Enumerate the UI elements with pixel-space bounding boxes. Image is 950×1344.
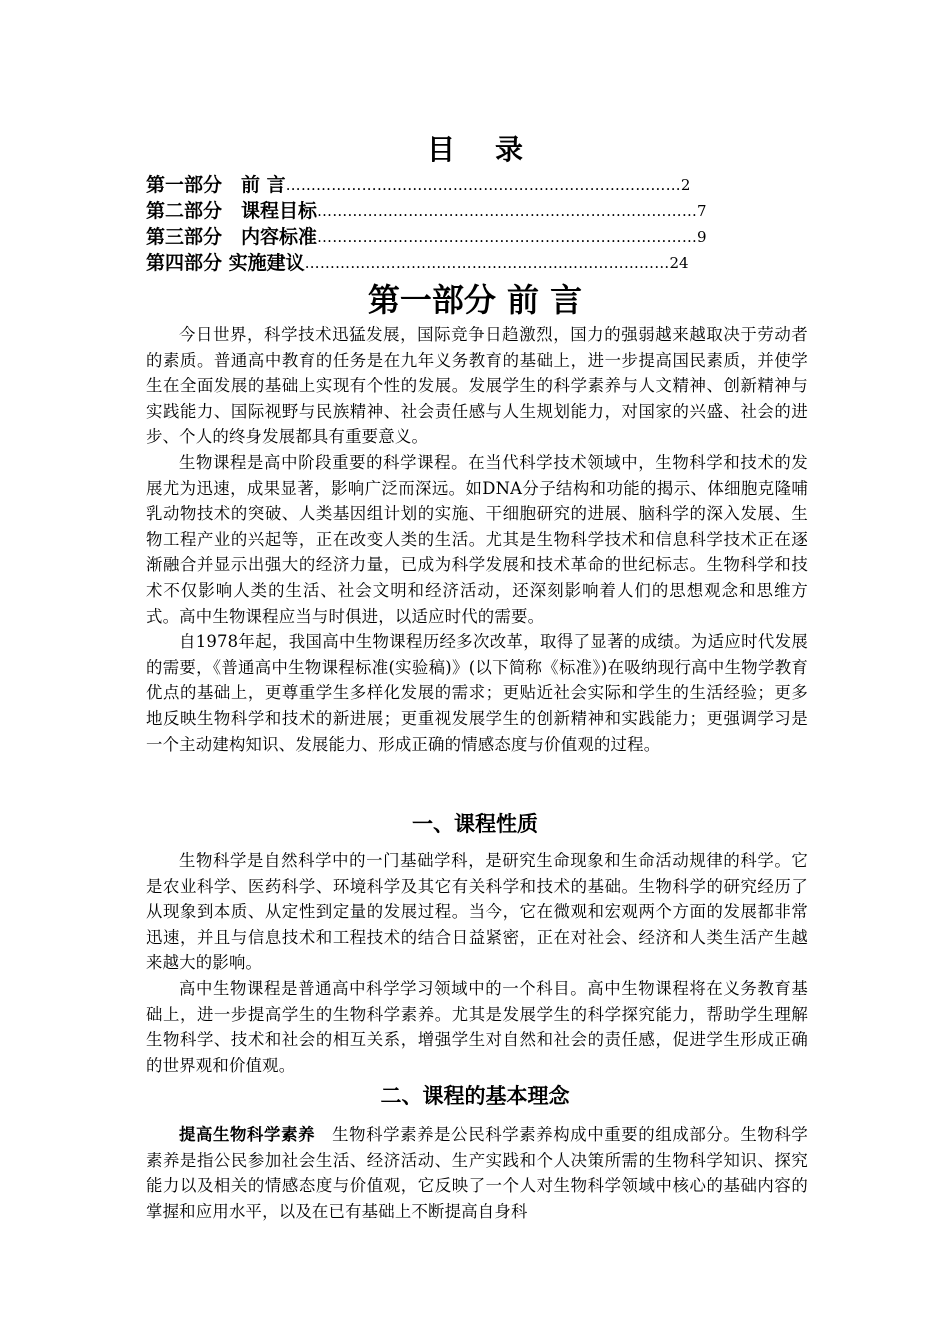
toc-entry[interactable] [146, 250, 806, 276]
toc-entry-page: 24 [669, 254, 689, 272]
toc-entry-label: 第三部分 内容标准 [146, 226, 318, 248]
toc-entry[interactable] [146, 224, 806, 250]
toc-entry-label: 第二部分 课程目标 [146, 200, 318, 222]
toc-entry-label: 第一部分 前 言 [146, 174, 286, 196]
toc-leader-dots: ………………………………………………………………… [317, 228, 698, 246]
toc-title-char-2: 录 [495, 133, 524, 166]
toc-leader-dots: ……………………………………………………………… [304, 254, 670, 272]
table-of-contents [146, 172, 806, 276]
paragraph-text: 生物科学素养是公民科学素养构成中重要的组成部分。生物科学素养是指公民参加社会生活、经济活动、生产实践和个人决策所需的生物科学知识、探究能力以及相关的情感态度与价值观，它反映了一个人对生物科学领域中核心的基础内容的掌握和应用水平，以及在已有基础上不断提高自身科 [146, 1125, 808, 1221]
paragraph: 今日世界，科学技术迅猛发展，国际竞争日趋激烈，国力的强弱越来越取决于劳动者的素质。普通高中教育的任务是在九年义务教育的基础上，进一步提高国民素质，并使学生在全面发展的基础上实现有个性的发展。发展学生的科学素养与人文精神、创新精神与实践能力、国际视野与民族精神、社会责任感与人生规划能力，对国家的兴盛、社会的进步、个人的终身发展都具有重要意义。 [146, 325, 808, 447]
paragraph: 高中生物课程是普通高中科学学习领域中的一个科目。高中生物课程将在义务教育基础上，进一步提高学生的生物科学素养。尤其是发展学生的科学探究能力，帮助学生理解生物科学、技术和社会的相互关系，增强学生对自然和社会的责任感，促进学生形成正确的世界观和价值观。 [146, 978, 808, 1075]
section-heading: 一、课程性质 [412, 812, 538, 836]
intro-section [146, 322, 808, 757]
toc-entry-label: 第四部分 实施建议 [146, 252, 305, 274]
paragraph [146, 1122, 808, 1224]
paragraph: 自1978年起，我国高中生物课程历经多次改革，取得了显著的成绩。为适应时代发展的需要，《普通高中生物课程标准(实验稿)》(以下简称《标准》)在吸纳现行高中生物学教育优点的基础上，更尊重学生多样化发展的需求；更贴近社会实际和学生的生活经验；更多地反映生物科学和技术的新进展；更重视发展学生的创新精神和实践能力；更强调学习是一个主动建构知识、发展能力、形成正确的情感态度与价值观的过程。 [146, 632, 808, 754]
toc-entry[interactable] [146, 198, 806, 224]
paragraph: 生物科学是自然科学中的一门基础学科，是研究生命现象和生命活动规律的科学。它是农业科学、医药科学、环境科学及其它有关科学和技术的基础。生物科学的研究经历了从现象到本质、从定性到定量的发展过程。当今，它在微观和宏观两个方面的发展都非常迅速，并且与信息技术和工程技术的结合日益紧密，正在对社会、经济和人类生活产生越来越大的影响。 [146, 851, 808, 973]
part-title: 第一部分 前 言 [367, 281, 583, 319]
toc-title-char-1: 目 [426, 133, 455, 166]
toc-leader-dots: ………………………………………………………………… [317, 202, 698, 220]
toc-title [0, 130, 950, 170]
basic-concepts-section [146, 1122, 808, 1224]
course-nature-section [146, 848, 808, 1078]
toc-entry[interactable] [146, 172, 806, 198]
toc-entry-page: 9 [697, 228, 707, 246]
toc-leader-dots: …………………………………………………………………… [285, 176, 681, 194]
toc-entry-page: 2 [680, 176, 691, 194]
paragraph-lead: 提高生物科学素养 [179, 1125, 316, 1144]
toc-entry-page: 7 [697, 202, 707, 220]
section-heading: 二、课程的基本理念 [380, 1084, 570, 1108]
paragraph: 生物课程是高中阶段重要的科学课程。在当代科学技术领域中，生物科学和技术的发展尤为迅速，成果显著，影响广泛而深远。如DNA分子结构和功能的揭示、体细胞克隆哺乳动物技术的突破、人类基因组计划的实施、干细胞研究的进展、脑科学的深入发展、生物工程产业的兴起等，正在改变人类的生活。尤其是生物科学技术和信息科学技术正在逐渐融合并显示出强大的经济力量，已成为科学发展和技术革命的世纪标志。生物科学和技术不仅影响人类的生活、社会文明和经济活动，还深刻影响着人们的思想观念和思维方式。高中生物课程应当与时俱进，以适应时代的需要。 [146, 452, 808, 626]
